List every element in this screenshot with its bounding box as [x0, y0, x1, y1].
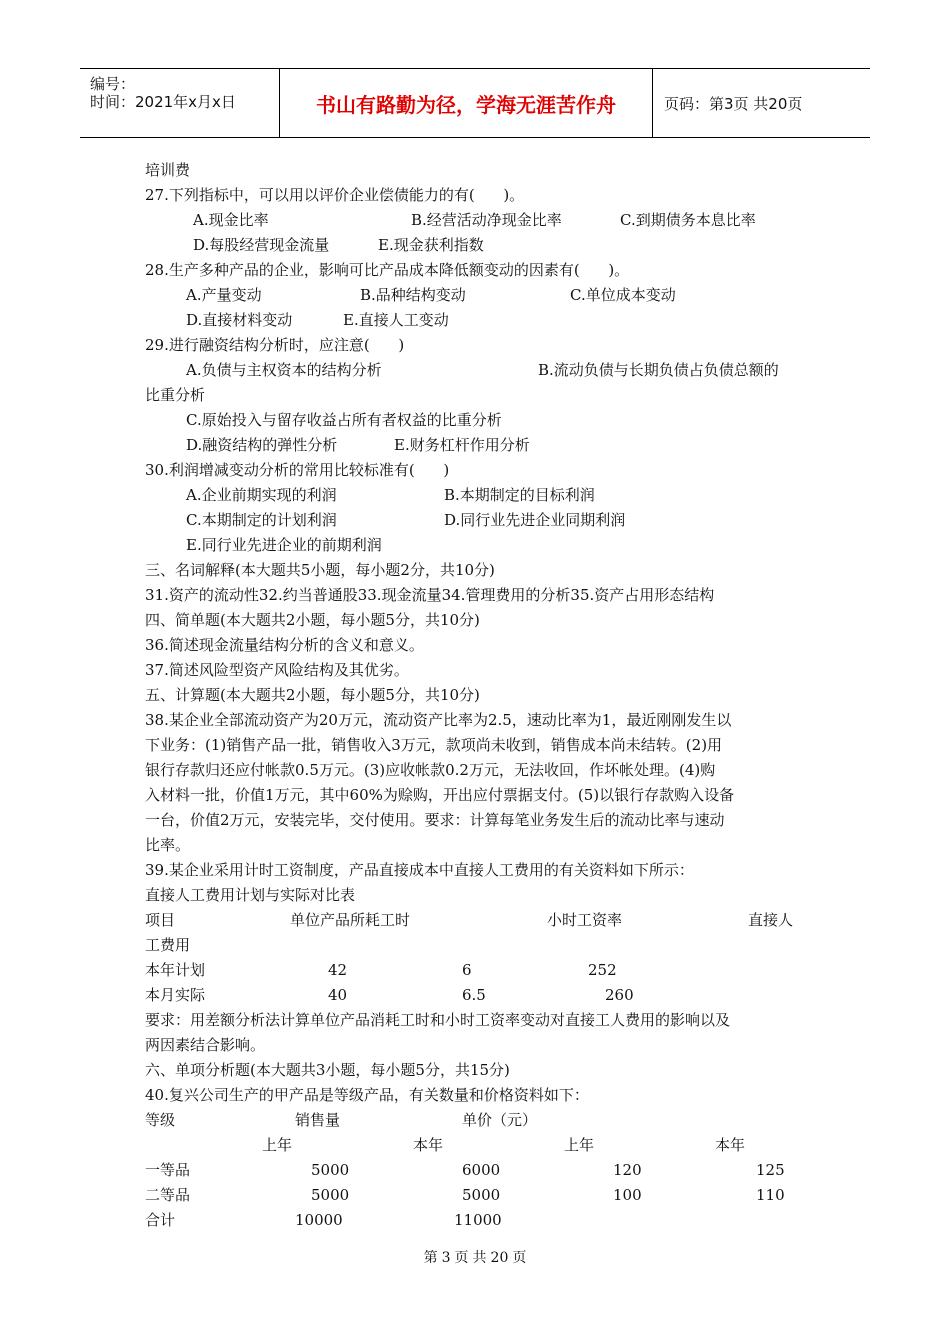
- date-line: 时间：2021年x月x日: [90, 93, 236, 111]
- option-text: B.本期制定的目标利润: [444, 486, 595, 504]
- table-cell: 11000: [454, 1211, 502, 1229]
- text-line: 银行存款归还应付帐款0.5万元。(3)应收帐款0.2万元，无法收回，作坏帐处理。(4)购: [145, 761, 716, 779]
- table-cell: 6: [462, 961, 472, 979]
- option-text: C.到期债务本息比率: [620, 211, 756, 229]
- option-text: E.现金获利指数: [378, 236, 484, 254]
- option-text: A.现金比率: [193, 211, 269, 229]
- number-label: 编号：: [90, 75, 136, 93]
- table-cell: 一等品: [145, 1161, 191, 1179]
- table-cell: 42: [328, 961, 348, 979]
- table-cell: 本年计划: [145, 961, 206, 979]
- table-caption: 直接人工费用计划与实际对比表: [145, 886, 356, 904]
- option-text: E.财务杠杆作用分析: [394, 436, 530, 454]
- table-cell: 110: [756, 1186, 785, 1204]
- table-header-cell: 上年: [262, 1136, 293, 1154]
- header-motto: 书山有路勤为径，学海无涯苦作舟: [280, 69, 653, 137]
- text-line: 入材料一批，价值1万元，其中60%为赊购，开出应付票据支付。(5)以银行存款购入设备: [145, 786, 735, 804]
- table-header-cell: 单位产品所耗工时: [290, 911, 411, 929]
- table-header-cell: 小时工资率: [547, 911, 623, 929]
- option-text: D.同行业先进企业同期利润: [444, 511, 626, 529]
- option-text: C.本期制定的计划利润: [186, 511, 337, 529]
- section-heading: 三、名词解释(本大题共5小题，每小题2分，共10分): [145, 561, 495, 579]
- text-line: 比重分析: [145, 386, 206, 404]
- option-text: E.同行业先进企业的前期利润: [186, 536, 382, 554]
- text-line: 31.资产的流动性32.约当普通股33.现金流量34.管理费用的分析35.资产占用形态结构: [145, 586, 715, 604]
- footer-page-number: 3: [441, 1250, 451, 1266]
- option-text: C.原始投入与留存收益占所有者权益的比重分析: [186, 411, 502, 429]
- table-cell: 252: [588, 961, 617, 979]
- table-header-cell: 本年: [715, 1136, 746, 1154]
- table-cell: 6.5: [462, 986, 486, 1004]
- question-28: 28.生产多种产品的企业，影响可比产品成本降低额变动的因素有( )。: [145, 261, 630, 279]
- header-page-code: 页码：第3页 共20页: [664, 94, 803, 113]
- table-cell: 合计: [145, 1211, 176, 1229]
- question-29: 29.进行融资结构分析时，应注意( ): [145, 336, 405, 354]
- text-line: 要求：用差额分析法计算单位产品消耗工时和小时工资率变动对直接工人费用的影响以及: [145, 1011, 731, 1029]
- table-cell: 260: [605, 986, 634, 1004]
- table-header-cell: 直接人: [748, 911, 794, 929]
- text-line: 40.复兴公司生产的甲产品是等级产品，有关数量和价格资料如下：: [145, 1086, 589, 1104]
- table-header-cell: 上年: [564, 1136, 595, 1154]
- text-line: 一台，价值2万元，安装完毕，交付使用。要求：计算每笔业务发生后的流动比率与速动: [145, 811, 725, 829]
- section-heading: 六、单项分析题(本大题共3小题，每小题5分，共15分): [145, 1061, 510, 1079]
- option-text: D.融资结构的弹性分析: [186, 436, 338, 454]
- option-text: A.负债与主权资本的结构分析: [186, 361, 382, 379]
- footer-text: 共: [472, 1250, 487, 1266]
- option-text: A.企业前期实现的利润: [186, 486, 337, 504]
- footer-text: 页: [454, 1250, 469, 1266]
- table-cell: 40: [328, 986, 348, 1004]
- table-header-cell: 本年: [413, 1136, 444, 1154]
- table-cell: 本月实际: [145, 986, 206, 1004]
- table-cell: 120: [613, 1161, 642, 1179]
- text-line: 37.简述风险型资产风险结构及其优劣。: [145, 661, 409, 679]
- section-heading: 四、简单题(本大题共2小题，每小题5分，共10分): [145, 611, 480, 629]
- option-text: D.每股经营现金流量: [193, 236, 330, 254]
- table-cell: 二等品: [145, 1186, 191, 1204]
- page-header: [80, 68, 870, 138]
- question-30: 30.利润增减变动分析的常用比较标准有( ): [145, 461, 450, 479]
- table-cell: 5000: [311, 1186, 350, 1204]
- footer-total-pages: 20: [490, 1250, 509, 1266]
- table-header-cell: 等级: [145, 1111, 176, 1129]
- table-header-cell: 项目: [145, 911, 176, 929]
- table-cell: 5000: [311, 1161, 350, 1179]
- table-cell: 125: [756, 1161, 785, 1179]
- option-text: A.产量变动: [186, 286, 262, 304]
- option-text: B.品种结构变动: [360, 286, 466, 304]
- question-27: 27.下列指标中，可以用以评价企业偿债能力的有( )。: [145, 186, 525, 204]
- option-text: C.单位成本变动: [570, 286, 676, 304]
- footer-text: 第: [423, 1250, 438, 1266]
- table-header-cell: 单价（元）: [462, 1111, 538, 1129]
- table-cell: 5000: [462, 1186, 501, 1204]
- page-footer: [0, 1247, 950, 1267]
- table-cell: 100: [613, 1186, 642, 1204]
- footer-text: 页: [512, 1250, 527, 1266]
- text-line: 两因素结合影响。: [145, 1036, 266, 1054]
- option-text: E.直接人工变动: [343, 311, 449, 329]
- option-text: B.流动负债与长期负债占负债总额的: [538, 361, 779, 379]
- table-header-cell: 销售量: [295, 1111, 341, 1129]
- table-cell: 6000: [462, 1161, 501, 1179]
- text-line: 39.某企业采用计时工资制度，产品直接成本中直接人工费用的有关资料如下所示：: [145, 861, 694, 879]
- option-text: B.经营活动净现金比率: [411, 211, 562, 229]
- header-info-cell: [80, 69, 280, 137]
- text-line: 下业务：(1)销售产品一批，销售收入3万元，款项尚未收到，销售成本尚未结转。(2)用: [145, 736, 723, 754]
- section-heading: 五、计算题(本大题共2小题，每小题5分，共10分): [145, 686, 480, 704]
- table-cell: 10000: [295, 1211, 343, 1229]
- option-text: D.直接材料变动: [186, 311, 293, 329]
- text-line: 38.某企业全部流动资产为20万元，流动资产比率为2.5，速动比率为1，最近刚刚发生以: [145, 711, 732, 729]
- table-header-cell: 工费用: [145, 936, 191, 954]
- text-line: 36.简述现金流量结构分析的含义和意义。: [145, 636, 424, 654]
- text-line: 培训费: [145, 161, 191, 179]
- text-line: 比率。: [145, 836, 191, 854]
